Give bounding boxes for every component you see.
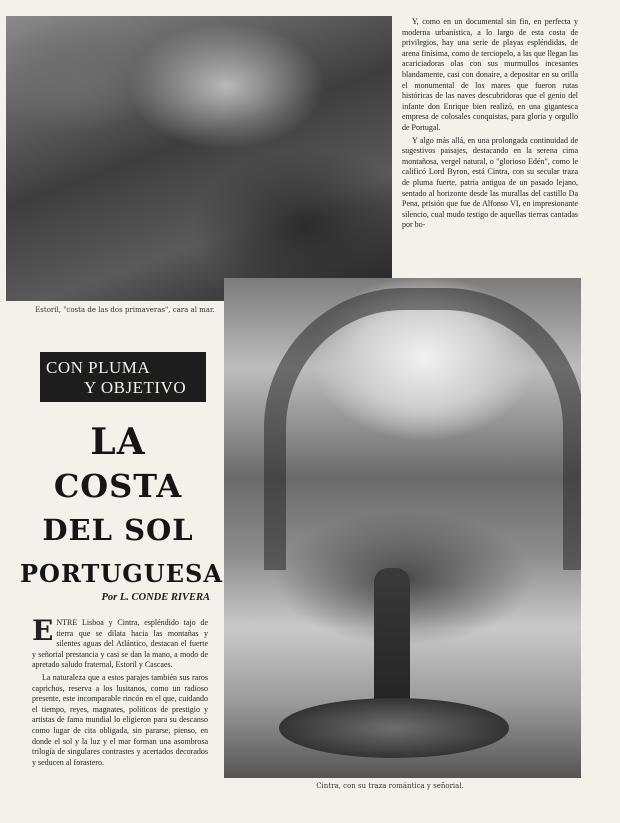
headline-line4: PORTUGUESA — [20, 559, 223, 588]
photo-fountain-shape — [374, 568, 410, 718]
photo-arch-shape — [264, 288, 581, 570]
drop-cap: E — [32, 614, 54, 647]
section-tag-line1: CON PLUMA — [46, 358, 151, 377]
byline: Por L. CONDE RIVERA — [101, 592, 210, 603]
photo-basin-shape — [279, 698, 509, 758]
article-paragraph-text: NTRE Lisboa y Cintra, espléndido tajo de tierra que se dilata hacia las montañas y silentes aguas del Atlántico, destacan el fuerte y señorial prestancia y casi se dan la mano, a modo de apretado saludo fraternal, Estoril y Cascaes. — [32, 618, 208, 670]
section-tag-line2: Y OBJETIVO — [84, 378, 187, 397]
article-headline — [20, 420, 223, 596]
cintra-photo-caption: Cintra, con su traza romántica y señorial. — [316, 782, 464, 790]
article-paragraph: La naturaleza que a estos parajes también sus raros caprichos, reserva a los lusitanos, como un radioso presente, este incomparable rincón en el que, cuidando el tiempo, reyes, magnates, políticos de prestigio y artistas de fama mundial lo eligieron para su descanso como lugar de cita obligada, sin pararse, pienso, en donde el sol y la luz y el mar forman una asombrosa trilogía de singulares contrastes y acertados decorados y seducen al forastero. — [32, 672, 208, 767]
article-paragraph: Y, como en un documental sin fin, en perfecta y moderna urbanística, a lo largo de esta costa de privilegios, hay una serie de playas espléndidas, de arena finísima, como de terciopelo, a las que llegan las acariciadoras olas con sus murmullos incesantes blandamente, casi con donaire, a depositar en su orilla el monumental de los mares que fueron rutas históricas de las naves descubridoras que el genio del infante don Enrique bien realizó, en una gigantesca empresa de colosales conquistas, para gloria y orgullo de Portugal. — [402, 17, 578, 132]
estoril-photo-caption: Estoril, "costa de las dos primaveras", cara al mar. — [35, 306, 215, 314]
article-paragraph — [32, 614, 208, 671]
article-column-right — [402, 17, 578, 233]
headline-line1: LA — [90, 421, 146, 463]
headline-line3: DEL SOL — [42, 513, 194, 547]
section-tag — [40, 352, 206, 402]
cintra-fountain-photo — [224, 278, 581, 778]
headline-line2: COSTA — [53, 467, 183, 505]
article-column-left — [32, 614, 208, 770]
article-paragraph: Y algo más allá, en una prolongada continuidad de sugestivos paisajes, destacando en la serena cima montañosa, vergel natural, o "glorioso Edén", como le calificó Lord Byron, está Cintra, con su secular traza de pluma fuerte, patria antigua de un pasado lejano, sentado al horizonte desde las murallas del castillo Da Pena, prisión que fue de Alfonso VI, en impresionante silencio, cual mudo testigo de aquellas tierras cantadas por bo- — [402, 135, 578, 230]
estoril-photo — [6, 16, 392, 301]
